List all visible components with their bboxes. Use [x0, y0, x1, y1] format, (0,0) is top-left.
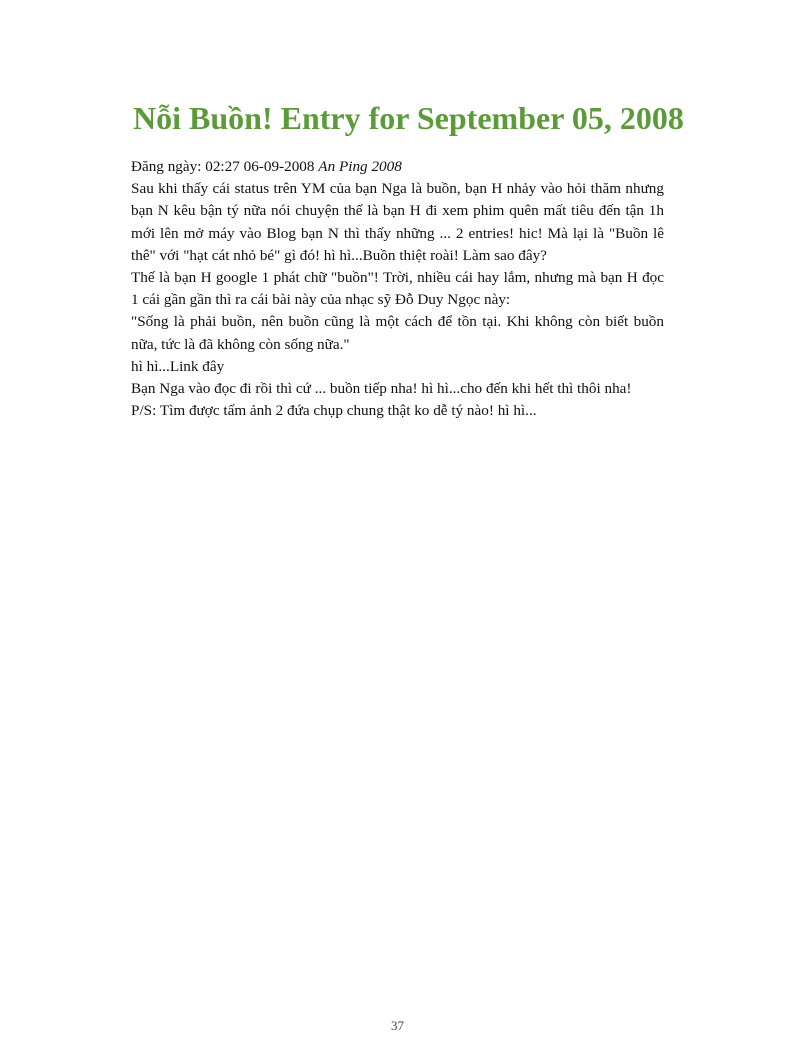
post-author: An Ping 2008 [318, 158, 402, 175]
postscript: P/S: Tìm được tấm ảnh 2 đứa chụp chung thật ko dễ tý nào! hì hì... [131, 402, 537, 420]
paragraph: Thế là bạn H google 1 phát chữ "buồn"! Trời, nhiều cái hay lắm, nhưng mà bạn H đọc 1 cái gần gần thì ra cái bài này của nhạc sỹ Đỗ Duy Ngọc này: [131, 269, 664, 309]
paragraph: Sau khi thấy cái status trên YM của bạn Nga là buồn, bạn H nhảy vào hỏi thăm nhưng bạn N kêu bận tý nữa nói chuyện thế là bạn H đi xem phim quên mất tiêu đến tận 1h mới lên mở máy vào Blog bạn N thì thấy những ... 2 entries! hic! Mà lại là "Buồn lê thê" với "hạt cát nhỏ bé" gì đó! hì hì...Buồn thiệt roài! Làm sao đây? [131, 180, 664, 264]
paragraph: Bạn Nga vào đọc đi rồi thì cứ ... buồn tiếp nha! hì hì...cho đến khi hết thì thôi nha! [131, 380, 632, 398]
page-number: 37 [391, 1018, 404, 1033]
post-date: Đăng ngày: 02:27 06-09-2008 [131, 158, 315, 175]
post-title: Nỗi Buồn! Entry for September 05, 2008 [133, 100, 684, 136]
quote-paragraph: "Sống là phải buồn, nên buồn cũng là một cách để tồn tại. Khi không còn biết buồn nữa, tức là đã không còn sống nữa." [131, 313, 664, 353]
post-meta [131, 156, 664, 178]
link-line[interactable]: hì hì...Link đây [131, 357, 225, 375]
post-body [131, 156, 664, 422]
